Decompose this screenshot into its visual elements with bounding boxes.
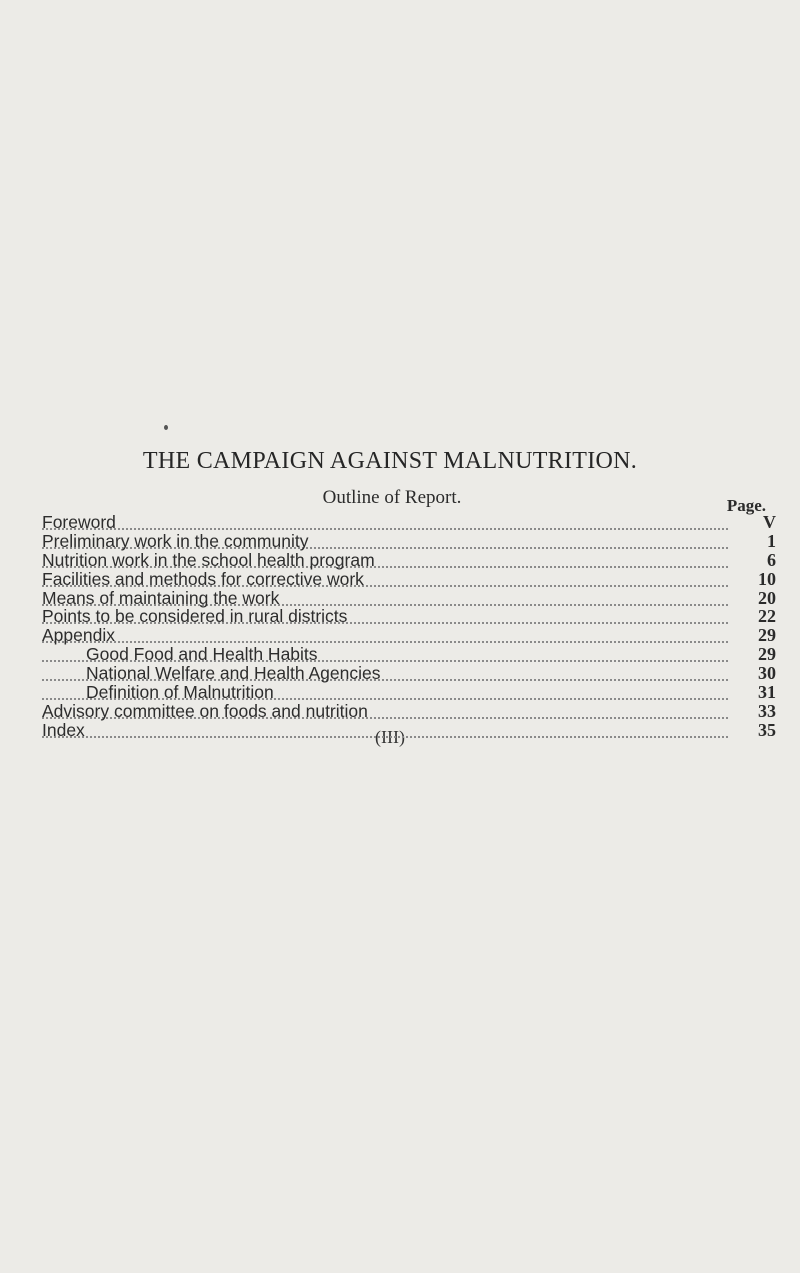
page-number: (III) [375,727,405,747]
dot-leader [42,732,728,738]
toc-entry-page: 33 [758,700,776,721]
toc-entry-label: Foreword [42,512,116,532]
document-subtitle: Outline of Report. [322,487,462,508]
toc-entry-page: 29 [758,625,776,646]
toc-entry [42,512,776,532]
toc-entry-page: 1 [767,530,776,551]
toc-entry-label: Points to be considered in rural districts [42,606,348,627]
toc-entry-label: Means of maintaining the work [42,587,280,608]
toc-entry-page: 22 [758,606,776,627]
toc-entry-label: Index [42,719,85,740]
toc-entry-label: Facilities and methods for corrective work [42,568,364,589]
toc-entry-page: 31 [758,682,776,703]
toc-entry [42,549,776,570]
toc-entry-label: National Welfare and Health Agencies [86,663,381,684]
table-of-contents [42,512,776,740]
toc-entry-page: V [763,512,776,532]
toc-entry [42,568,776,589]
toc-entry-page: 30 [758,663,776,684]
toc-entry [42,644,776,665]
toc-entry-label: Appendix [42,625,115,646]
dot-leader [42,524,728,530]
toc-entry [42,682,776,703]
toc-entry [42,625,776,646]
toc-entry-page: 35 [758,719,776,740]
toc-entry [42,606,776,627]
toc-entry-label: Advisory committee on foods and nutrition [42,700,368,721]
page-column-heading: Page. [726,496,766,515]
toc-entry [42,663,776,684]
toc-entry-page: 29 [758,644,776,665]
document-title: THE CAMPAIGN AGAINST MALNUTRITION. [142,448,638,474]
toc-entry [42,530,776,551]
toc-entry [42,700,776,721]
toc-entry-label: Good Food and Health Habits [86,644,318,665]
toc-entry-label: Definition of Malnutrition [86,682,274,703]
ink-speck [164,425,168,430]
toc-entry-label: Nutrition work in the school health program [42,549,375,570]
toc-entry-page: 6 [767,549,776,570]
toc-entry [42,587,776,608]
toc-entry-page: 10 [758,568,776,589]
dot-leader [42,637,728,643]
toc-entry-page: 20 [758,587,776,608]
toc-entry-label: Preliminary work in the community [42,530,309,551]
